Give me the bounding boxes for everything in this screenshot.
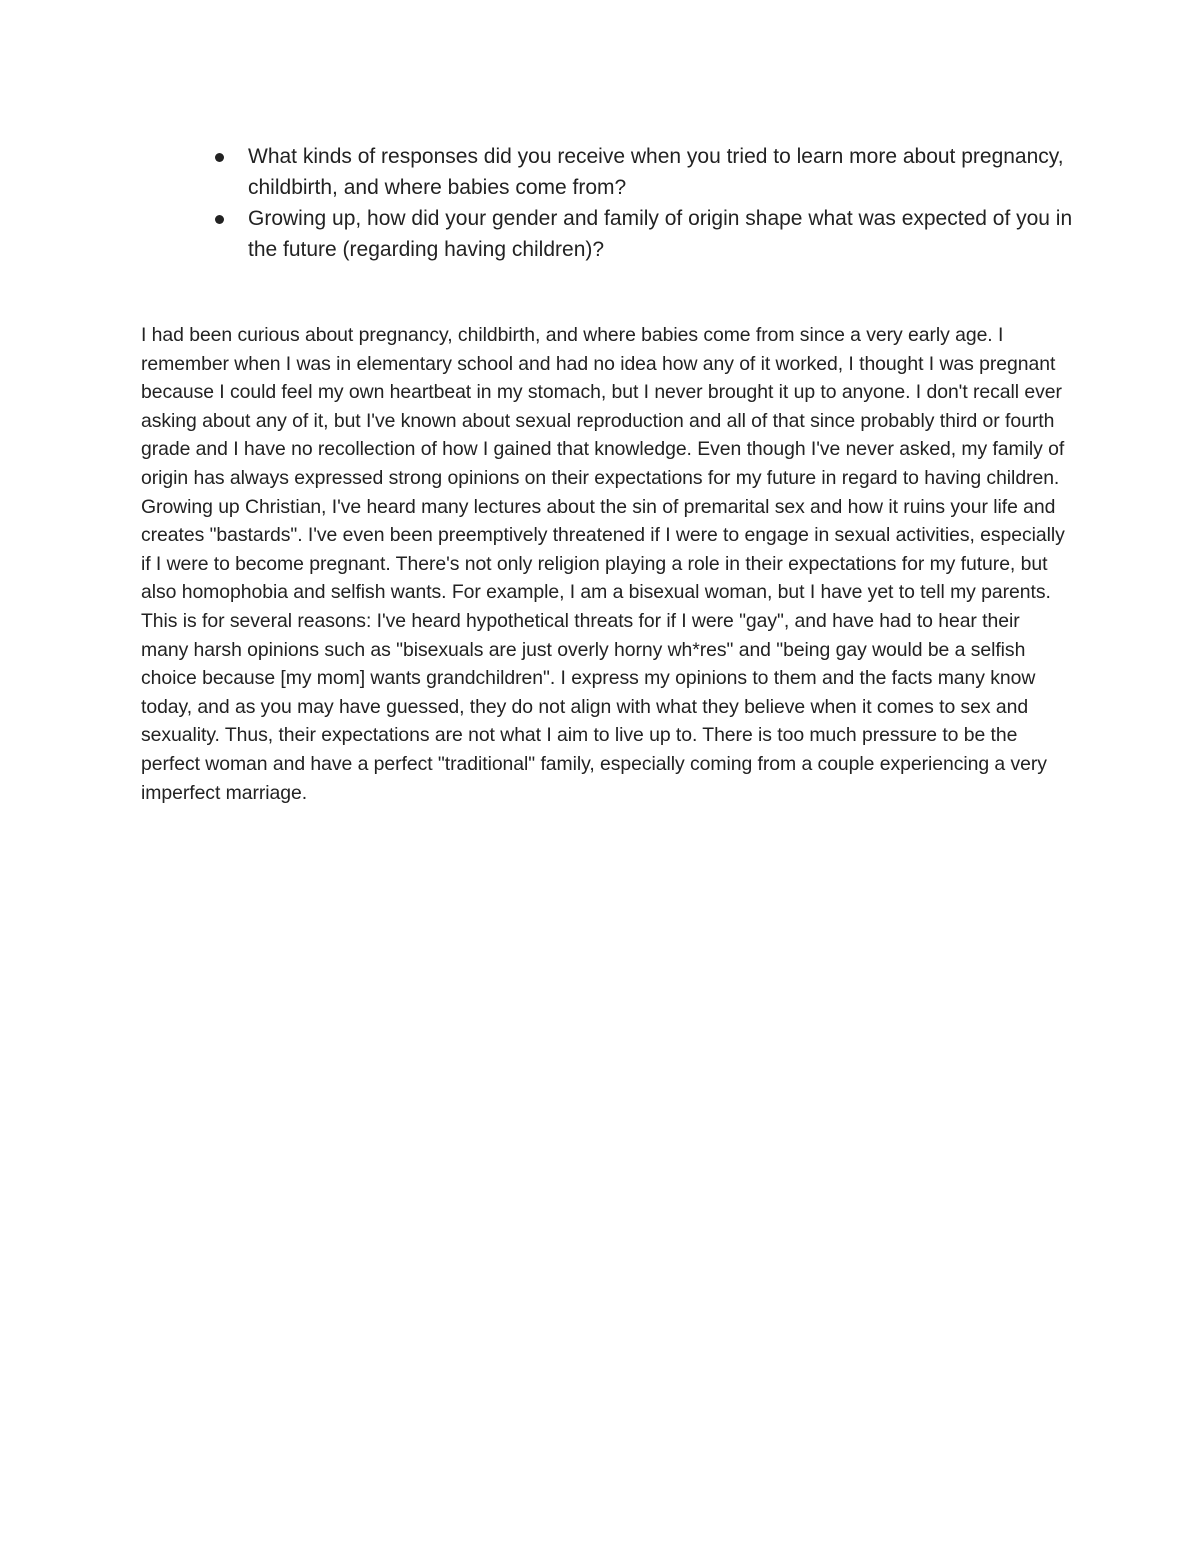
bullet-icon [215, 153, 224, 162]
question-list [213, 141, 1073, 265]
question-item [213, 203, 1073, 265]
question-text: Growing up, how did your gender and family of origin shape what was expected of you in the future (regarding having children)? [248, 207, 1073, 261]
essay-paragraph: I had been curious about pregnancy, childbirth, and where babies come from since a very early age. I remember when I was in elementary school and had no idea how any of it worked, I thought I was pregnant because I could feel my own heartbeat in my stomach, but I never brought it up to anyone. I don't recall ever asking about any of it, but I've known about sexual reproduction and all of that since probably third or fourth grade and I have no recollection of how I gained that knowledge. Even though I've never asked, my family of origin has always expressed strong opinions on their expectations for my future in regard to having children. Growing up Christian, I've heard many lectures about the sin of premarital sex and how it ruins your life and creates "bastards". I've even been preemptively threatened if I were to engage in sexual activities, especially if I were to become pregnant. There's not only religion playing a role in their expectations for my future, but also homophobia and selfish wants. For example, I am a bisexual woman, but I have yet to tell my parents. This is for several reasons: I've heard hypothetical threats for if I were "gay", and have had to hear their many harsh opinions such as "bisexuals are just overly horny wh*res" and "being gay would be a selfish choice because [my mom] wants grandchildren". I express my opinions to them and the facts many know today, and as you may have guessed, they do not align with what they believe when it comes to sex and sexuality. Thus, their expectations are not what I aim to live up to. There is too much pressure to be the perfect woman and have a perfect "traditional" family, especially coming from a couple experiencing a very imperfect marriage. [141, 324, 1065, 804]
question-text: What kinds of responses did you receive when you tried to learn more about pregnancy, childbirth, and where babies come from? [248, 145, 1064, 199]
question-item [213, 141, 1073, 203]
bullet-icon [215, 215, 224, 224]
